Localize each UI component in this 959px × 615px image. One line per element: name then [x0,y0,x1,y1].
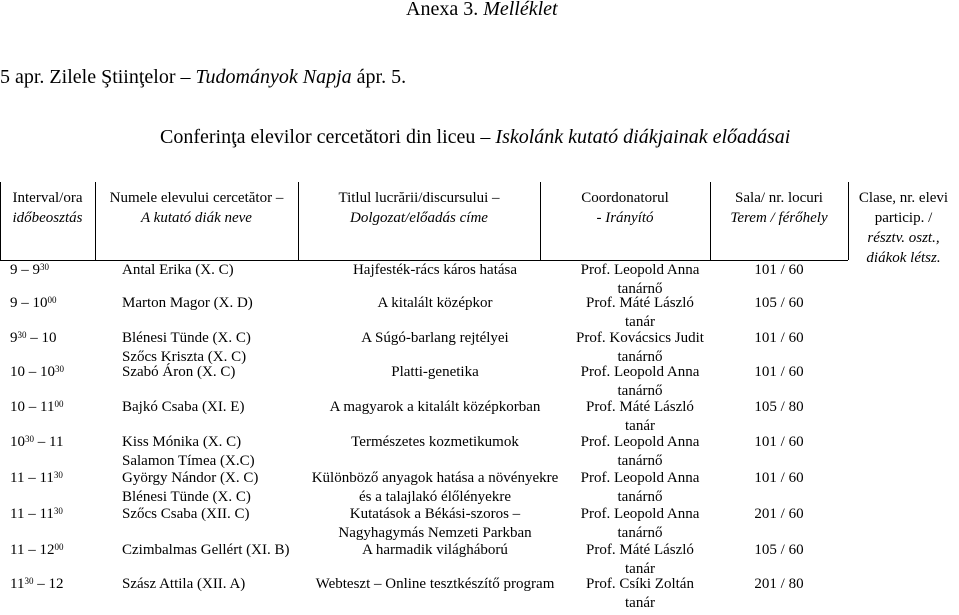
annex-prefix: Anexa 3. [406,0,479,20]
coordinator-cell [565,363,715,401]
student-name: Marton Magor (X. D) [122,295,253,311]
coordinator-name: Prof. Kovácsics Judit [576,330,704,346]
talk-title: A Súgó-barlang rejtélyei [361,330,509,346]
header-time: Interval/ora időbeosztás [12,190,83,226]
room-cell: 101 / 60 [754,434,804,450]
annex-title [406,0,558,21]
title-cell [300,261,570,280]
title-cell [300,433,570,452]
annex-hu: Melléklet [483,0,558,20]
coordinator-cell [565,294,715,332]
student-name: Bajkó Csaba (XI. E) [122,399,245,415]
room-cell: 101 / 60 [754,364,804,380]
student-name: Szász Attila (XII. A) [122,576,246,592]
talk-title: Webteszt – Online tesztkészítő program [315,576,555,592]
time-cell: $9^{30} - 10$ [10,330,57,346]
talk-title: Kutatások a Békási-szoros – [349,506,521,522]
coordinator-cell [565,541,715,579]
day-heading [0,66,406,89]
student-name: Blénesi Tünde (X. C) [122,330,251,346]
talk-title: A kitalált középkor [377,295,493,311]
room-cell: 101 / 60 [754,262,804,278]
student-name: Szőcs Csaba (XII. C) [122,506,250,522]
room-cell: 101 / 60 [754,470,804,486]
coordinator-role: tanár [625,561,655,577]
coordinator-name: Prof. Máté László [586,399,694,415]
time-cell: $9 - 10^{00}$ [10,295,57,311]
student-name: Salamon Tímea (X.C) [122,453,255,469]
title-cell [300,575,570,594]
student-cell [122,261,234,280]
talk-title: Nagyhagymás Nemzeti Parkban [338,525,532,541]
coordinator-role: tanárnő [617,453,663,469]
coordinator-name: Prof. Máté László [586,295,694,311]
student-name: Szabó Áron (X. C) [122,364,236,380]
coordinator-cell [565,433,715,471]
coordinator-name: Prof. Leopold Anna [580,434,700,450]
student-cell [122,398,244,417]
coordinator-cell [565,505,715,543]
coordinator-name: Prof. Leopold Anna [580,364,700,380]
student-cell [122,294,253,313]
coordinator-role: tanár [625,595,655,611]
room-cell: 101 / 60 [754,330,804,346]
room-cell: 201 / 60 [754,506,804,522]
student-cell [122,433,255,471]
time-cell: $9 - 9^{30}$ [10,262,49,278]
header-room: Sala/ nr. locuri Terem / férőhely [730,190,828,226]
coordinator-role: tanárnő [617,349,663,365]
title-cell [300,541,570,560]
title-cell [300,505,570,543]
talk-title: Hajfesték-rács káros hatása [352,262,518,278]
student-cell [122,505,249,524]
coordinator-role: tanárnő [617,489,663,505]
day-ro: 5 apr. Zilele Ştiinţelor – [0,66,191,88]
student-name: Kiss Mónika (X. C) [122,434,242,450]
header-student: Numele elevului cercetător – A kutató diák neve [109,190,284,226]
coordinator-role: tanárnő [617,281,663,297]
coordinator-role: tanárnő [617,525,663,541]
title-cell [300,294,570,313]
conference-ro: Conferinţa elevilor cercetători din liceu – [160,126,491,148]
time-cell: $11^{30} - 12$ [10,576,64,592]
coordinator-name: Prof. Leopold Anna [580,262,700,278]
talk-title: A harmadik világháború [362,542,508,558]
time-cell: $10 - 11^{00}$ [10,399,64,415]
coordinator-cell [565,469,715,507]
student-name: Czimbalmas Gellért (XI. B) [122,542,290,558]
talk-title: Természetes kozmetikumok [351,434,519,450]
day-suffix: ápr. 5. [356,66,407,88]
talk-title: A magyarok a kitalált középkorban [329,399,541,415]
time-cell: $10^{30} - 11$ [10,434,64,450]
student-cell [122,363,235,382]
room-cell: 201 / 80 [754,576,804,592]
coordinator-name: Prof. Leopold Anna [580,506,700,522]
header-classes: Clase, nr. elevi particip. / résztv. oszt., diákok létsz. [858,190,949,266]
title-cell [300,329,570,348]
coordinator-cell [565,329,715,367]
coordinator-role: tanár [625,314,655,330]
student-name: György Nándor (X. C) [122,470,259,486]
student-name: Szőcs Kriszta (X. C) [122,349,247,365]
header-coordinator: Coordonatorul - Irányító [581,190,669,226]
room-cell: 105 / 60 [754,295,804,311]
coordinator-role: tanárnő [617,383,663,399]
time-cell: $10 - 10^{30}$ [10,364,64,380]
conference-heading [160,126,790,149]
coordinator-role: tanár [625,418,655,434]
title-cell [300,469,570,507]
time-cell: $11 - 11^{30}$ [10,470,63,486]
student-cell [122,469,258,507]
day-hu: Tudományok Napja [195,66,352,88]
student-cell [122,575,245,594]
time-cell: $11 - 11^{30}$ [10,506,63,522]
student-name: Antal Erika (X. C) [122,262,234,278]
student-cell [122,541,289,560]
talk-title: Platti-genetika [391,364,479,380]
coordinator-name: Prof. Csíki Zoltán [586,576,694,592]
talk-title: Különböző anyagok hatása a növényekre [311,470,559,486]
student-name: Blénesi Tünde (X. C) [122,489,251,505]
coordinator-cell [565,398,715,436]
title-cell [300,363,570,382]
room-cell: 105 / 60 [754,542,804,558]
student-cell [122,329,251,367]
time-cell: $11 - 12^{00}$ [10,542,64,558]
coordinator-name: Prof. Máté László [586,542,694,558]
title-cell [300,398,570,417]
header-title: Titlul lucrării/discursului – Dolgozat/előadás címe [338,190,500,226]
room-cell: 105 / 80 [754,399,804,415]
conference-hu: Iskolánk kutató diákjainak előadásai [495,126,791,148]
schedule-table [0,182,959,615]
coordinator-name: Prof. Leopold Anna [580,470,700,486]
talk-title: és a talajlakó élőlényekre [358,489,511,505]
coordinator-cell [565,575,715,613]
